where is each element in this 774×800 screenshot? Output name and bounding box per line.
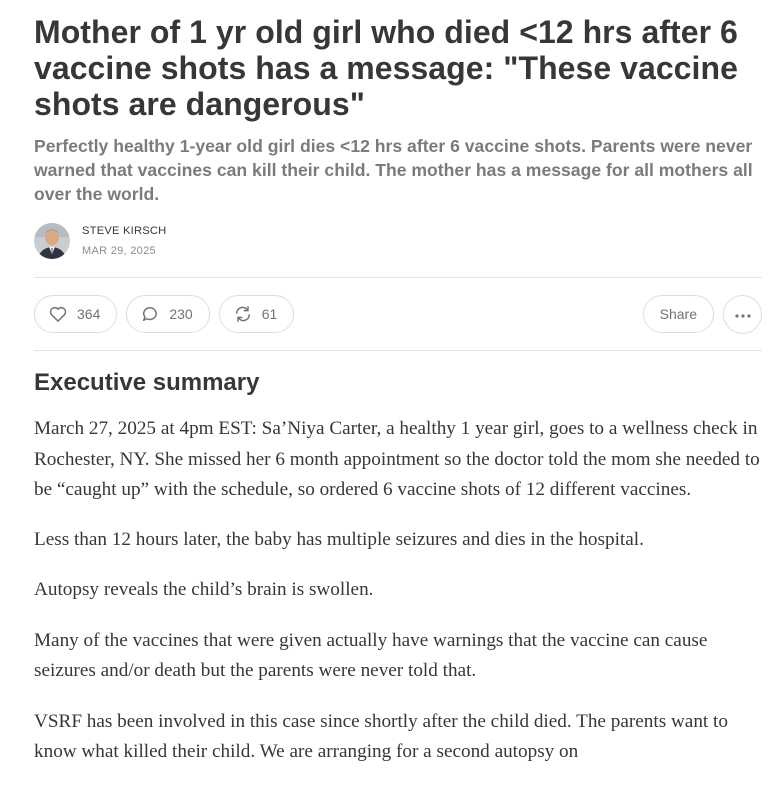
restack-count: 61	[261, 306, 278, 322]
heart-icon	[47, 303, 69, 325]
restack-button[interactable]	[219, 295, 295, 333]
author-avatar[interactable]	[34, 223, 70, 259]
article-subtitle: Perfectly healthy 1-year old girl dies <12 hrs after 6 vaccine shots. Parents were never warned that vaccines can kill their child. The mother has a message for all mothers all over the world.	[34, 136, 753, 204]
like-count: 364	[77, 306, 101, 322]
more-options-button[interactable]	[723, 295, 762, 334]
article-title: Mother of 1 yr old girl who died <12 hrs after 6 vaccine shots has a message: "These vaccine shots are dangerous"	[34, 14, 738, 122]
restack-arrows-icon	[232, 303, 254, 325]
comment-count: 230	[169, 306, 193, 322]
body-paragraph: March 27, 2025 at 4pm EST: Sa’Niya Carter, a healthy 1 year girl, goes to a wellness check in Rochester, NY. She missed her 6 month appointment so the doctor told the mom she needed to be “caught up” with the schedule, so ordered 6 vaccine shots of 12 different vaccines.	[34, 418, 760, 500]
more-dots-icon	[734, 306, 752, 322]
author-avatar-image	[34, 223, 70, 259]
byline	[34, 223, 762, 259]
body-paragraph: Many of the vaccines that were given actually have warnings that the vaccine can cause seizures and/or death but the parents were never told that.	[34, 629, 708, 681]
engagement-buttons	[34, 295, 294, 333]
article-page	[34, 0, 762, 768]
body-paragraph: Less than 12 hours later, the baby has multiple seizures and dies in the hospital.	[34, 528, 644, 550]
post-actions-bar	[34, 278, 762, 350]
section-heading: Executive summary	[34, 369, 260, 396]
body-paragraph: Autopsy reveals the child’s brain is swollen.	[34, 579, 374, 600]
divider	[34, 350, 762, 351]
share-label: Share	[659, 306, 697, 322]
author-name[interactable]: STEVE KIRSCH	[82, 225, 167, 237]
comment-bubble-icon	[139, 303, 161, 325]
body-paragraph: VSRF has been involved in this case since shortly after the child died. The parents want to know what killed their child. We are arranging for a second autopsy on	[34, 710, 728, 762]
comment-button[interactable]	[126, 295, 209, 333]
share-button[interactable]	[643, 295, 714, 333]
like-button[interactable]	[34, 295, 117, 333]
post-date: MAR 29, 2025	[82, 245, 156, 257]
byline-text	[82, 224, 166, 258]
share-controls	[643, 295, 762, 334]
